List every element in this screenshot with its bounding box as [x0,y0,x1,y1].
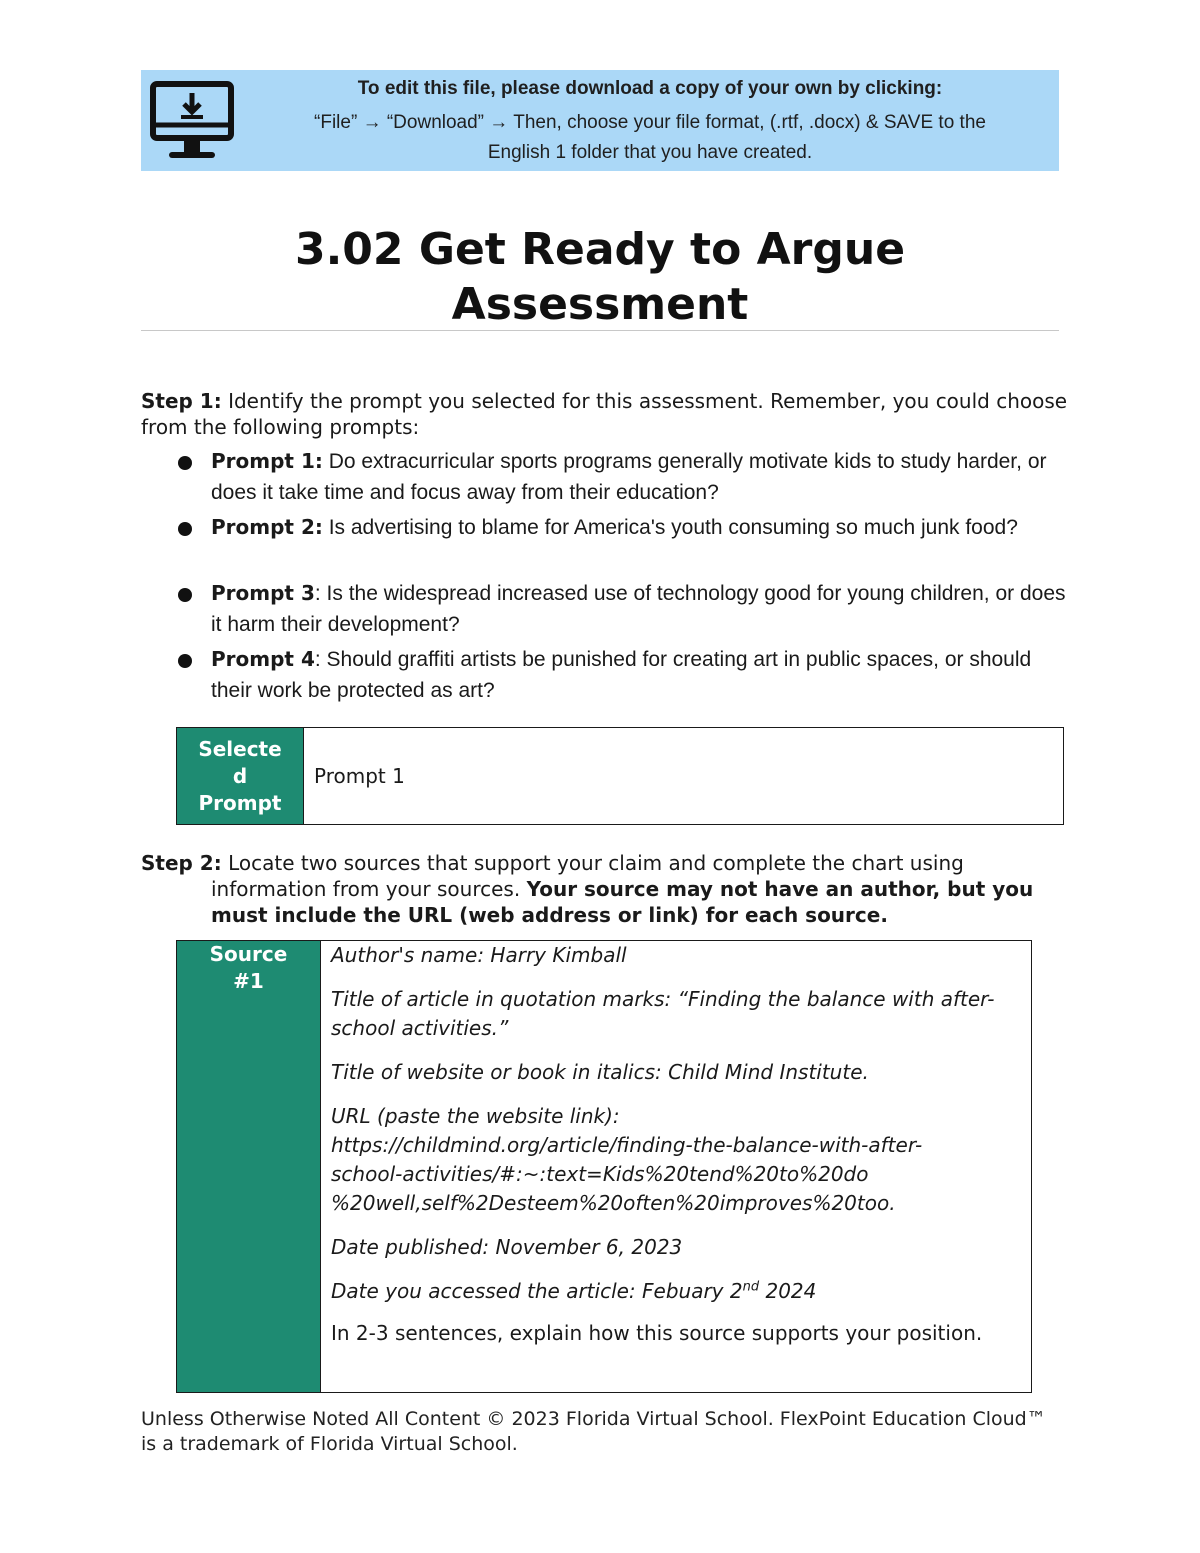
banner-line-2: “File” → “Download” → Then, choose your file format, (.rtf, .docx) & SAVE to the [314,112,986,133]
banner-line-1: To edit this file, please download a copy of your own by clicking: [357,78,943,99]
bullet-icon [178,654,192,668]
date-accessed-field[interactable]: Date you accessed the article: Febuary 2nd 2024 [331,1279,817,1303]
step2-paragraph: Step 2: Locate two sources that support your claim and complete the chart using information from your sources. Your source may not have an author, but you must include the URL (web address or link) for each source. [141,851,1034,927]
prompt-label: Prompt 1: [211,449,323,473]
website-title-field[interactable]: Title of website or book in italics: Child Mind Institute. [331,1060,869,1084]
title-divider [141,330,1059,331]
bullet-icon [178,588,192,602]
selected-prompt-value[interactable]: Prompt 1 [304,728,1064,825]
download-monitor-icon [149,80,235,160]
source-1-table [176,940,1032,1393]
step1-label: Step 1: [141,389,222,413]
banner-line-3: English 1 folder that you have created. [487,142,813,163]
title-line-2: Assessment [451,279,749,330]
page-title [141,222,1059,332]
prompt-text: Do extracurricular sports programs generally motivate kids to study harder, or does it take time and focus away from their education? [211,450,1047,504]
prompt-text: : Should graffiti artists be punished for creating art in public spaces, or should their work be protected as art? [211,648,1032,702]
date-published-field[interactable]: Date published: November 6, 2023 [331,1235,683,1259]
title-line-1: 3.02 Get Ready to Argue [294,224,906,275]
prompt-text: Is advertising to blame for America's youth consuming so much junk food? [322,516,1018,539]
copyright-footer: Unless Otherwise Noted All Content © 2023 Florida Virtual School. FlexPoint Education Cloud™ is a trademark of Florida Virtual School. [141,1408,1046,1455]
prompt-label: Prompt 3 [211,581,315,605]
prompt-label: Prompt 2: [211,515,323,539]
bullet-icon [178,456,192,470]
explanation-field[interactable]: In 2-3 sentences, explain how this source supports your position. [331,1321,983,1345]
step1-paragraph [141,388,1071,440]
bullet-icon [178,522,192,536]
url-field[interactable]: URL (paste the website link): https://childmind.org/article/finding-the-balance-with-after- school-activities/#:~:text=Kids%20tend%20to%20do %20well,self%2Desteem%20often%20improves%20too. [331,1104,923,1215]
prompt-text: : Is the widespread increased use of technology good for young children, or does it harm their development? [211,582,1066,636]
selected-prompt-header: Selecte d Prompt [177,728,304,825]
selected-prompt-table [176,727,1064,825]
article-title-field[interactable]: Title of article in quotation marks: “Finding the balance with after-school activities.” [331,987,995,1040]
step2-label: Step 2: [141,851,222,875]
step2-requirement: Your source may not have an author, but you must include the URL (web address or link) for each source. [211,877,1034,927]
prompt-label: Prompt 4 [211,647,315,671]
author-field[interactable]: Author's name: Harry Kimball [331,943,627,967]
download-instructions-banner [141,70,1059,171]
source-1-details[interactable] [321,941,1032,1393]
source-1-header: Source #1 [177,941,321,1393]
step1-text: Identify the prompt you selected for this assessment. Remember, you could choose from the following prompts: [141,389,1068,439]
